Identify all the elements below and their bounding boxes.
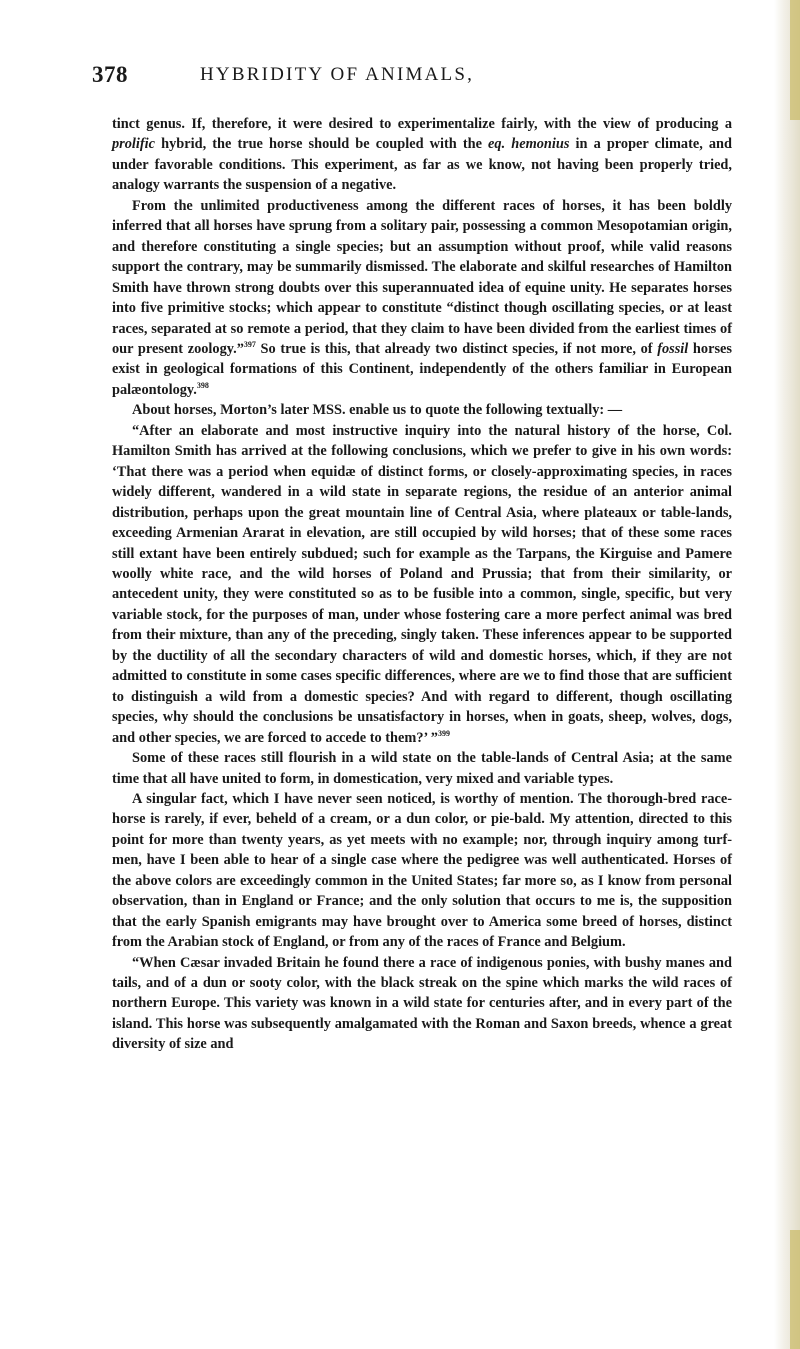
- text-run: A singular fact, which I have never seen noticed, is worthy of mention. The thorough-bred race-horse is rarely, if ever, beheld of a cream, or a dun color, or pie-bald. My attention, directed to this point for more than twenty years, as yet meets with no example; nor, through inquiry among turf-men, have I been able to hear of a single case where the pedigree was well authenticated. Horses of the above colors are exceedingly common in the United States; far more so, as I know from personal observation, than in England or France; and the only solution that occurs to me is, the supposition that the early Spanish emigrants may have brought over to America some breed of horses, distinct from the Arabian stock of England, or from any of the races of France and Belgium.: [112, 790, 732, 951]
- paragraph: [112, 953, 732, 1055]
- footnote-ref: 398: [196, 381, 209, 391]
- italic-text: prolific: [112, 136, 156, 153]
- text-run: “When Cæsar invaded Britain he found there a race of indigenous ponies, with bushy manes and tails, and of a dun or sooty color, with the black streak on the spine which marks the wild races of northern Europe. This variety was known in a wild state for centuries after, and in every part of the island. This horse was subsequently amalgamated with the Roman and Saxon breeds, whence a great diversity of size and: [112, 954, 732, 1053]
- paragraph: [112, 196, 732, 401]
- text-run: So true is this, that already two distinct species, if not more, of: [255, 340, 658, 357]
- text-run: horses exist in geological formations of this Continent, independently of the others familiar in European palæontology.: [112, 340, 732, 398]
- paragraph: [112, 748, 732, 789]
- page-edge: [774, 0, 800, 1349]
- footnote-ref: 397: [243, 340, 256, 350]
- paragraph: [112, 789, 732, 953]
- text-run: “After an elaborate and most instructive inquiry into the natural history of the horse, Col. Hamilton Smith has arrived at the following conclusions, which we prefer to give in his own words: ‘That there was a period when equidæ of distinct forms, or closely-approximating species, in races widely different, wandered in a wild state in separate regions, the residue of an anterior animal distribution, perhaps upon the great mountain line of Central Asia, where plateaux or table-lands, exceeding Armenian Ararat in elevation, are still occupied by wild horses; that of these some races still extant have been entirely subdued; such for example as the Tarpans, the Kirguise and Pamere woolly white race, and the wild horses of Poland and Prussia; that from their similarity, or antecedent unity, they were constituted so as to be fusible into a common, single, specific, but very variable stock, for the purposes of man, under whose fostering care a more perfect animal was bred from their mixture, than any of the preceding, singly taken. These inferences appear to be supported by the ductility of all the secondary characters of wild and domestic horses, which, if they are not admitted to constitute in some cases specific differences, where are we to find those that are sufficient to distinguish a wild from a domestic species? And with regard to different, though oscillating species, why should the conclusions be unsatisfactory in horses, when in goats, sheep, wolves, dogs, and other species, we are forced to accede to them?’ ”: [112, 422, 732, 746]
- text-run: About horses, Morton’s later MSS. enable us to quote the following textually: —: [132, 402, 623, 419]
- paragraph: [112, 114, 732, 196]
- footnote-ref: 399: [437, 728, 450, 738]
- text-run: Some of these races still flourish in a wild state on the table-lands of Central Asia; at the same time that all have united to form, in domestication, very mixed and variable types.: [112, 750, 732, 787]
- text-run: in a proper climate, and under favorable conditions. This experiment, as far as we know, not having been properly tried, analogy warrants the suspension of a negative.: [112, 136, 733, 194]
- page-edge-stain: [790, 0, 800, 120]
- text-run: From the unlimited productiveness among the different races of horses, it has been boldly inferred that all horses have sprung from a solitary pair, possessing a common Mesopotamian origin, and therefore constituting a single species; but an assumption without proof, while valid reasons support the contrary, may be summarily dismissed. The elaborate and skilful researches of Hamilton Smith have thrown strong doubts over this superannuated idea of equine unity. He separates horses into five primitive stocks; which appear to constitute “distinct though oscillating species, or at least races, separated at so remote a period, that they claim to have been divided from the earliest times of our present zoology.”: [112, 197, 732, 357]
- body-text: [112, 114, 732, 1055]
- italic-text: eq. hemonius: [488, 136, 570, 153]
- running-title: HYBRIDITY OF ANIMALS,: [200, 64, 475, 85]
- paragraph: [112, 400, 732, 420]
- page-edge-stain: [790, 1230, 800, 1349]
- italic-text: fossil: [657, 340, 689, 357]
- text-run: hybrid, the true horse should be coupled with the: [155, 136, 489, 153]
- page-number: 378: [92, 62, 128, 87]
- text-run: tinct genus. If, therefore, it were desired to experimentalize fairly, with the view of producing a: [112, 116, 732, 132]
- page-header: [92, 62, 712, 94]
- paragraph: [112, 421, 732, 748]
